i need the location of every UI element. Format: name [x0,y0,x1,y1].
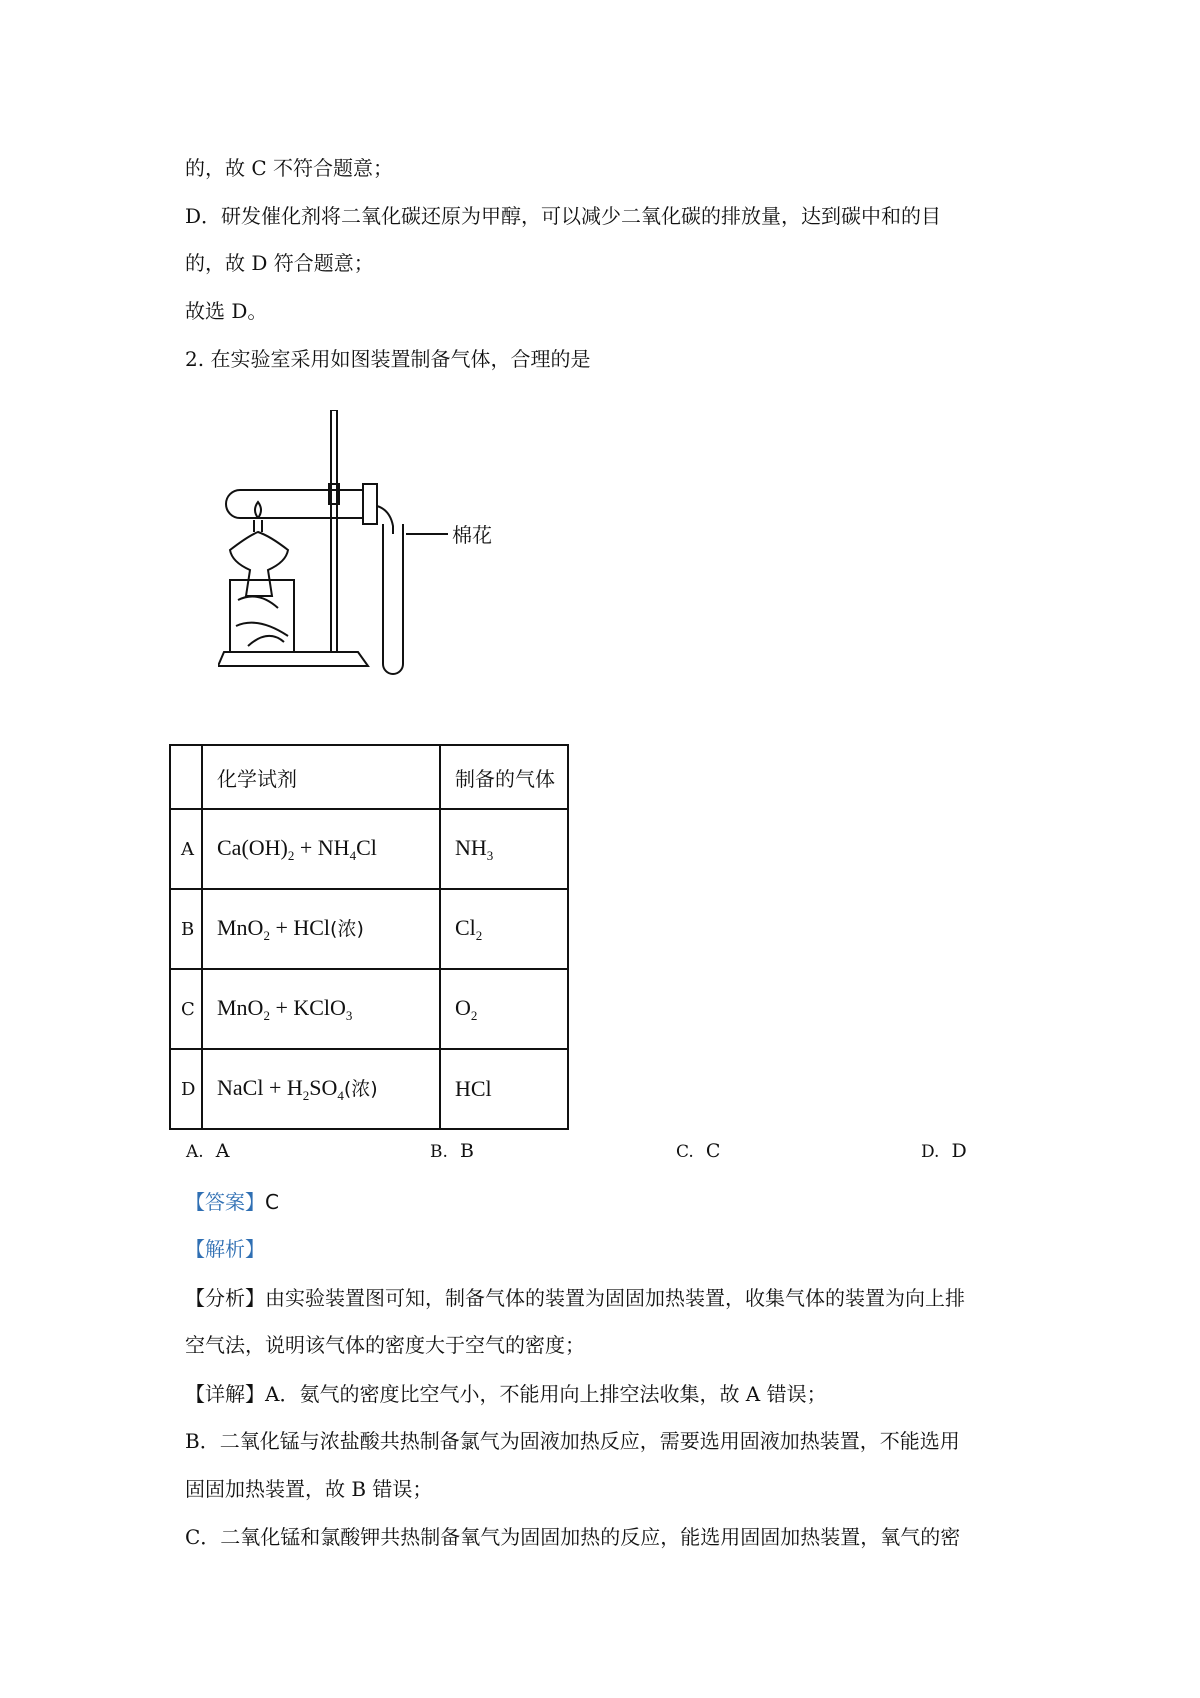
question-2-stem: 2. 在实验室采用如图装置制备气体，合理的是 [185,347,591,371]
cotton-label: 棉花 [452,523,492,547]
collection-tube [383,524,403,674]
table-row [170,889,568,969]
analysis-line: 【分析】由实验装置图可知，制备气体的装置为固固加热装置，收集气体的装置为向上排 [185,1286,965,1310]
row-label: A [170,809,202,889]
header-gas: 制备的气体 [440,745,568,809]
flame [255,502,261,518]
detail-line: C．二氧化锰和氯酸钾共热制备氧气为固固加热的反应，能选用固固加热装置，氧气的密 [185,1525,961,1549]
detail-line: 固固加热装置，故 B 错误； [185,1477,433,1501]
option-c[interactable]: C. C [676,1140,721,1162]
table-row [170,969,568,1049]
delivery-tube [377,506,393,534]
reagent-cell: MnO$_2$ + KClO$_3$ [202,969,440,1049]
gas-cell: HCl [440,1049,568,1129]
option-b[interactable]: B. B [430,1140,474,1162]
option-a[interactable]: A. A [186,1140,230,1162]
header-blank [170,745,202,809]
header-reagent: 化学试剂 [202,745,440,809]
stand-rod [331,410,337,652]
text-line: 的，故 D 符合题意； [185,251,374,275]
text-line: 故选 D。 [185,299,268,323]
text-line: 的，故 C 不符合题意； [185,156,394,180]
gas-cell: $NH_3$ [440,809,568,889]
apparatus-figure [218,410,508,684]
stand-base [218,652,368,666]
answer-line [185,1188,279,1216]
row-label: C [170,969,202,1049]
table-row [170,809,568,889]
reagent-cell: $Ca(OH)_2 + NH_4Cl$ [202,809,440,889]
option-d[interactable]: D. D [921,1140,967,1162]
answer-value: C [265,1190,279,1214]
reagent-table [169,744,569,1130]
row-label: D [170,1049,202,1129]
text-line: D．研发催化剂将二氧化碳还原为甲醇，可以减少二氧化碳的排放量，达到碳中和的目 [185,204,942,228]
reagent-cell: NaCl + $H_2SO_4$(浓) [202,1049,440,1129]
detail-line: 【详解】A．氨气的密度比空气小，不能用向上排空法收集，故 A 错误； [185,1382,827,1406]
table-header-row [170,745,568,809]
answer-tag: 【答案】 [185,1190,265,1214]
stopper [363,484,377,524]
detail-line: B．二氧化锰与浓盐酸共热制备氯气为固液加热反应，需要选用固液加热装置，不能选用 [185,1429,960,1453]
row-label: B [170,889,202,969]
gas-cell: $O_2$ [440,969,568,1049]
analysis-line: 空气法，说明该气体的密度大于空气的密度； [185,1333,585,1357]
analysis-tag: 【解析】 [185,1237,265,1261]
alcohol-lamp [230,532,288,596]
reagent-cell: MnO$_2$ + HCl(浓) [202,889,440,969]
table-row [170,1049,568,1129]
apparatus-drawing [218,410,508,680]
test-tube [226,490,363,518]
gas-cell: $Cl_2$ [440,889,568,969]
